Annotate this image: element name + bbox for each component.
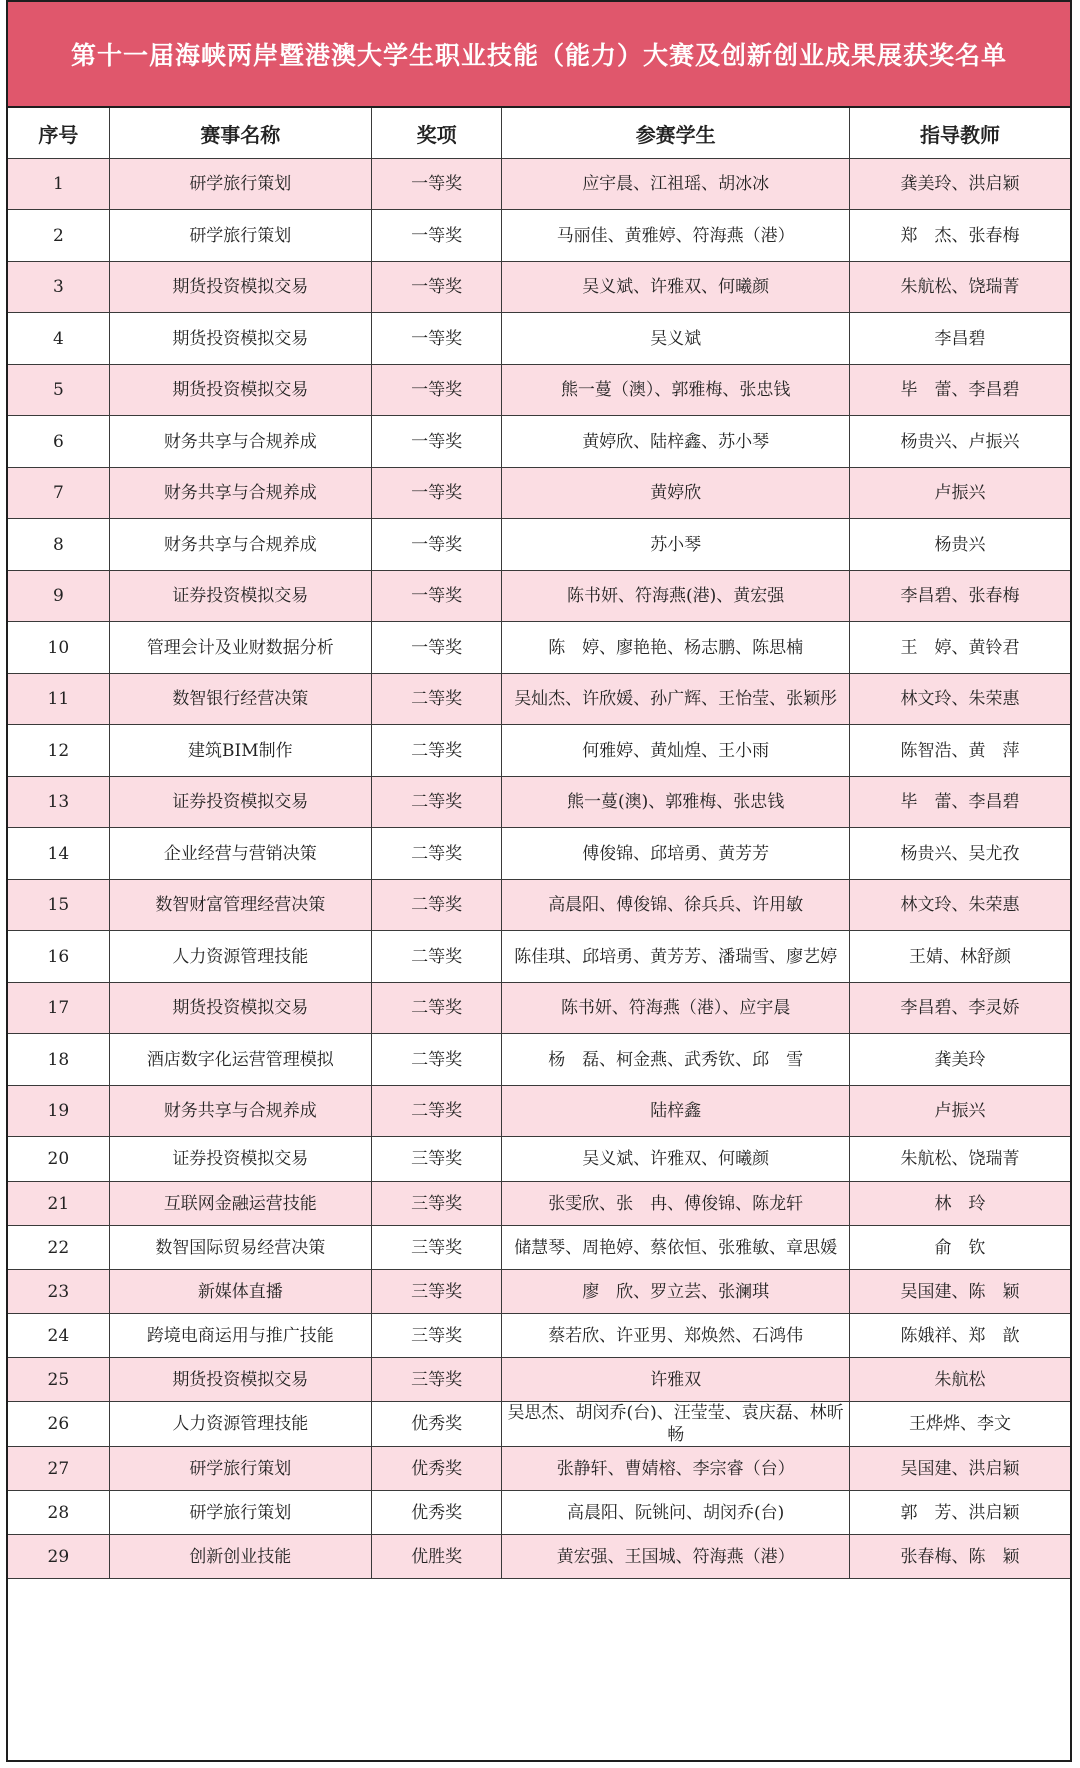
header-event: 赛事名称 [109, 108, 371, 159]
row-number: 25 [8, 1358, 109, 1402]
header-teachers: 指导教师 [850, 108, 1071, 159]
table-row [8, 1402, 1070, 1447]
event-name: 财务共享与合规养成 [109, 519, 371, 571]
event-name: 期货投资模拟交易 [109, 1358, 371, 1402]
teachers-cell: 郑 杰、张春梅 [850, 210, 1071, 262]
teachers-cell: 杨贵兴、卢振兴 [850, 416, 1071, 468]
page-title: 第十一届海峡两岸暨港澳大学生职业技能（能力）大赛及创新创业成果展获奖名单 [8, 2, 1070, 108]
table-row [8, 365, 1070, 416]
table-row [8, 262, 1070, 313]
award-level: 三等奖 [371, 1137, 502, 1182]
row-number: 6 [8, 416, 109, 468]
award-level: 一等奖 [371, 416, 502, 468]
row-number: 1 [8, 159, 109, 210]
row-number: 28 [8, 1491, 109, 1535]
award-level: 二等奖 [371, 828, 502, 880]
students-cell: 吴义斌、许雅双、何曦颜 [502, 262, 850, 313]
award-level: 二等奖 [371, 725, 502, 777]
event-name: 企业经营与营销决策 [109, 828, 371, 880]
teachers-cell: 卢振兴 [850, 468, 1071, 519]
table-row [8, 1491, 1070, 1535]
teachers-cell: 毕 蕾、李昌碧 [850, 777, 1071, 828]
award-level: 二等奖 [371, 1086, 502, 1137]
students-cell: 许雅双 [502, 1358, 850, 1402]
award-level: 一等奖 [371, 622, 502, 674]
row-number: 5 [8, 365, 109, 416]
event-name: 建筑BIM制作 [109, 725, 371, 777]
table-row [8, 1270, 1070, 1314]
students-cell: 吴义斌 [502, 313, 850, 365]
students-cell: 杨 磊、柯金燕、武秀钦、邱 雪 [502, 1034, 850, 1086]
table-row [8, 313, 1070, 365]
teachers-cell: 王 婷、黄铃君 [850, 622, 1071, 674]
event-name: 人力资源管理技能 [109, 931, 371, 983]
award-level: 一等奖 [371, 468, 502, 519]
event-name: 研学旅行策划 [109, 1447, 371, 1491]
event-name: 期货投资模拟交易 [109, 983, 371, 1034]
award-level: 优秀奖 [371, 1402, 502, 1447]
students-cell: 熊一蔓（澳）、郭雅梅、张忠钱 [502, 365, 850, 416]
students-cell: 高晨阳、阮铫问、胡闵乔(台) [502, 1491, 850, 1535]
event-name: 酒店数字化运营管理模拟 [109, 1034, 371, 1086]
table-row [8, 828, 1070, 880]
table-row [8, 571, 1070, 622]
award-level: 二等奖 [371, 880, 502, 931]
table-row [8, 1535, 1070, 1579]
award-level: 三等奖 [371, 1358, 502, 1402]
table-row [8, 210, 1070, 262]
students-cell: 熊一蔓(澳)、郭雅梅、张忠钱 [502, 777, 850, 828]
event-name: 财务共享与合规养成 [109, 468, 371, 519]
students-cell: 陈书妍、符海燕(港)、黄宏强 [502, 571, 850, 622]
students-cell: 廖 欣、罗立芸、张澜琪 [502, 1270, 850, 1314]
row-number: 4 [8, 313, 109, 365]
award-table [8, 108, 1070, 1579]
table-row [8, 1137, 1070, 1182]
students-cell: 蔡若欣、许亚男、郑焕然、石鸿伟 [502, 1314, 850, 1358]
row-number: 15 [8, 880, 109, 931]
students-cell: 吴思杰、胡闵乔(台)、汪莹莹、袁庆磊、林昕畅 [502, 1402, 850, 1447]
students-cell: 高晨阳、傅俊锦、徐兵兵、许用敏 [502, 880, 850, 931]
event-name: 数智财富管理经营决策 [109, 880, 371, 931]
table-row [8, 1086, 1070, 1137]
table-row [8, 931, 1070, 983]
teachers-cell: 毕 蕾、李昌碧 [850, 365, 1071, 416]
teachers-cell: 张春梅、陈 颖 [850, 1535, 1071, 1579]
row-number: 11 [8, 674, 109, 725]
award-level: 三等奖 [371, 1226, 502, 1270]
students-cell: 陈 婷、廖艳艳、杨志鹏、陈思楠 [502, 622, 850, 674]
table-row [8, 777, 1070, 828]
teachers-cell: 朱航松、饶瑞菁 [850, 1137, 1071, 1182]
table-row [8, 622, 1070, 674]
students-cell: 马丽佳、黄雅婷、符海燕（港） [502, 210, 850, 262]
event-name: 创新创业技能 [109, 1535, 371, 1579]
table-row [8, 1358, 1070, 1402]
award-level: 一等奖 [371, 519, 502, 571]
students-cell: 陆梓鑫 [502, 1086, 850, 1137]
teachers-cell: 龚美玲 [850, 1034, 1071, 1086]
row-number: 21 [8, 1182, 109, 1226]
event-name: 数智银行经营决策 [109, 674, 371, 725]
teachers-cell: 李昌碧、张春梅 [850, 571, 1071, 622]
teachers-cell: 俞 钦 [850, 1226, 1071, 1270]
award-level: 二等奖 [371, 674, 502, 725]
table-row [8, 1182, 1070, 1226]
teachers-cell: 吴国建、陈 颖 [850, 1270, 1071, 1314]
event-name: 期货投资模拟交易 [109, 313, 371, 365]
event-name: 证券投资模拟交易 [109, 571, 371, 622]
teachers-cell: 林 玲 [850, 1182, 1071, 1226]
row-number: 16 [8, 931, 109, 983]
award-level: 一等奖 [371, 365, 502, 416]
award-level: 优秀奖 [371, 1491, 502, 1535]
award-level: 优胜奖 [371, 1535, 502, 1579]
table-row [8, 880, 1070, 931]
row-number: 2 [8, 210, 109, 262]
event-name: 财务共享与合规养成 [109, 1086, 371, 1137]
row-number: 26 [8, 1402, 109, 1447]
teachers-cell: 陈娥祥、郑 歆 [850, 1314, 1071, 1358]
event-name: 研学旅行策划 [109, 1491, 371, 1535]
teachers-cell: 林文玲、朱荣惠 [850, 674, 1071, 725]
students-cell: 傅俊锦、邱培勇、黄芳芳 [502, 828, 850, 880]
table-body [8, 159, 1070, 1579]
event-name: 互联网金融运营技能 [109, 1182, 371, 1226]
award-level: 三等奖 [371, 1314, 502, 1358]
teachers-cell: 杨贵兴 [850, 519, 1071, 571]
event-name: 研学旅行策划 [109, 159, 371, 210]
award-level: 一等奖 [371, 210, 502, 262]
header-award: 奖项 [371, 108, 502, 159]
table-row [8, 1314, 1070, 1358]
row-number: 14 [8, 828, 109, 880]
teachers-cell: 朱航松、饶瑞菁 [850, 262, 1071, 313]
row-number: 13 [8, 777, 109, 828]
event-name: 证券投资模拟交易 [109, 1137, 371, 1182]
table-row [8, 674, 1070, 725]
award-level: 一等奖 [371, 313, 502, 365]
event-name: 人力资源管理技能 [109, 1402, 371, 1447]
teachers-cell: 王婧、林舒颜 [850, 931, 1071, 983]
event-name: 跨境电商运用与推广技能 [109, 1314, 371, 1358]
row-number: 17 [8, 983, 109, 1034]
table-row [8, 416, 1070, 468]
students-cell: 苏小琴 [502, 519, 850, 571]
teachers-cell: 朱航松 [850, 1358, 1071, 1402]
header-row [8, 108, 1070, 159]
row-number: 12 [8, 725, 109, 777]
teachers-cell: 吴国建、洪启颖 [850, 1447, 1071, 1491]
row-number: 19 [8, 1086, 109, 1137]
table-row [8, 159, 1070, 210]
row-number: 3 [8, 262, 109, 313]
event-name: 新媒体直播 [109, 1270, 371, 1314]
students-cell: 何雅婷、黄灿煌、王小雨 [502, 725, 850, 777]
award-level: 一等奖 [371, 571, 502, 622]
event-name: 期货投资模拟交易 [109, 365, 371, 416]
teachers-cell: 林文玲、朱荣惠 [850, 880, 1071, 931]
row-number: 8 [8, 519, 109, 571]
teachers-cell: 卢振兴 [850, 1086, 1071, 1137]
teachers-cell: 李昌碧、李灵娇 [850, 983, 1071, 1034]
event-name: 研学旅行策划 [109, 210, 371, 262]
table-row [8, 983, 1070, 1034]
row-number: 24 [8, 1314, 109, 1358]
teachers-cell: 王烨烨、李文 [850, 1402, 1071, 1447]
students-cell: 黄宏强、王国城、符海燕（港） [502, 1535, 850, 1579]
header-students: 参赛学生 [502, 108, 850, 159]
table-row [8, 725, 1070, 777]
award-level: 二等奖 [371, 931, 502, 983]
teachers-cell: 陈智浩、黄 萍 [850, 725, 1071, 777]
table-row [8, 1034, 1070, 1086]
students-cell: 黄婷欣 [502, 468, 850, 519]
event-name: 期货投资模拟交易 [109, 262, 371, 313]
students-cell: 吴灿杰、许欣媛、孙广辉、王怡莹、张颖彤 [502, 674, 850, 725]
row-number: 27 [8, 1447, 109, 1491]
table-row [8, 468, 1070, 519]
students-cell: 应宇晨、江祖瑶、胡冰冰 [502, 159, 850, 210]
row-number: 10 [8, 622, 109, 674]
students-cell: 陈佳琪、邱培勇、黄芳芳、潘瑞雪、廖艺婷 [502, 931, 850, 983]
row-number: 22 [8, 1226, 109, 1270]
row-number: 9 [8, 571, 109, 622]
award-level: 一等奖 [371, 159, 502, 210]
award-level: 一等奖 [371, 262, 502, 313]
row-number: 18 [8, 1034, 109, 1086]
award-level: 三等奖 [371, 1182, 502, 1226]
row-number: 29 [8, 1535, 109, 1579]
table-row [8, 1226, 1070, 1270]
row-number: 23 [8, 1270, 109, 1314]
teachers-cell: 杨贵兴、吴尤孜 [850, 828, 1071, 880]
students-cell: 张雯欣、张 冉、傅俊锦、陈龙轩 [502, 1182, 850, 1226]
award-level: 二等奖 [371, 983, 502, 1034]
header-no: 序号 [8, 108, 109, 159]
event-name: 证券投资模拟交易 [109, 777, 371, 828]
teachers-cell: 李昌碧 [850, 313, 1071, 365]
students-cell: 陈书妍、符海燕（港）、应宇晨 [502, 983, 850, 1034]
award-level: 优秀奖 [371, 1447, 502, 1491]
award-level: 二等奖 [371, 1034, 502, 1086]
students-cell: 张静轩、曹婧榕、李宗睿（台） [502, 1447, 850, 1491]
award-level: 三等奖 [371, 1270, 502, 1314]
event-name: 管理会计及业财数据分析 [109, 622, 371, 674]
students-cell: 储慧琴、周艳婷、蔡依恒、张雅敏、章思媛 [502, 1226, 850, 1270]
teachers-cell: 郭 芳、洪启颖 [850, 1491, 1071, 1535]
table-row [8, 519, 1070, 571]
students-cell: 黄婷欣、陆梓鑫、苏小琴 [502, 416, 850, 468]
award-list-sheet [6, 0, 1072, 1762]
row-number: 20 [8, 1137, 109, 1182]
row-number: 7 [8, 468, 109, 519]
students-cell: 吴义斌、许雅双、何曦颜 [502, 1137, 850, 1182]
event-name: 财务共享与合规养成 [109, 416, 371, 468]
award-level: 二等奖 [371, 777, 502, 828]
event-name: 数智国际贸易经营决策 [109, 1226, 371, 1270]
teachers-cell: 龚美玲、洪启颖 [850, 159, 1071, 210]
table-row [8, 1447, 1070, 1491]
